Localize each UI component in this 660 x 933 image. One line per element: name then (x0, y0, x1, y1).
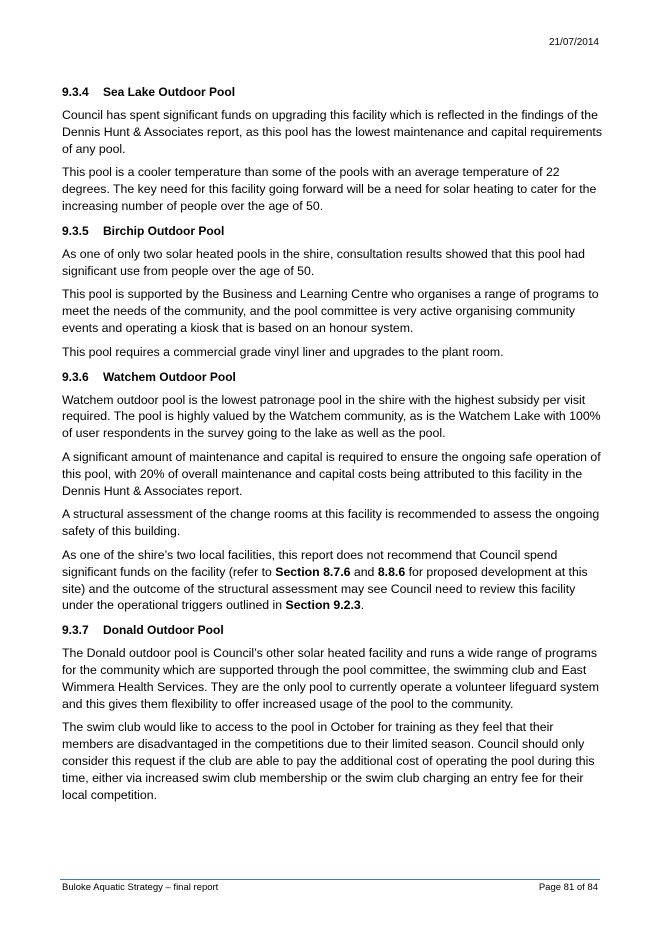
paragraph: This pool is a cooler temperature than some of the pools with an average temperature of 22 degrees. The key need for this facility going forward will be a need for solar heating to cater for the increasing number of people over the age of 50. (62, 165, 597, 213)
section-heading-9-3-6 (62, 369, 602, 385)
section-number: 9.3.6 (62, 369, 89, 384)
paragraph: As one of only two solar heated pools in the shire, consultation results showed that this pool had significant use from people over the age of 50. (62, 246, 585, 278)
document-body (62, 84, 602, 810)
paragraph: Council has spent significant funds on upgrading this facility which is reflected in the findings of the Dennis Hunt & Associates report, as this pool has the lowest maintenance and capital requirements of any pool. (62, 108, 602, 156)
paragraph (62, 547, 602, 614)
paragraph-text: . (360, 598, 365, 613)
paragraph: A significant amount of maintenance and capital is required to ensure the ongoing safe operation of this pool, with 20% of overall maintenance and capital costs being attributed to this facility in the Dennis Hunt & Associates report. (62, 449, 601, 498)
section-reference: Section 9.2.3 (285, 598, 361, 613)
paragraph: Watchem outdoor pool is the lowest patronage pool in the shire with the highest subsidy per visit required. The pool is highly valued by the Watchem community, as is the Watchem Lake with 100% of user respondents in the survey going to the lake as well as the pool. (62, 392, 601, 441)
footer-divider (60, 879, 600, 880)
section-reference: 8.8.6 (377, 564, 406, 579)
page-number: Page 81 of 84 (538, 882, 598, 893)
paragraph: The Donald outdoor pool is Council’s other solar heated facility and runs a wide range of programs for the community which are supported through the pool committee, the swimming club and East Wimmera Health Services. They are the only pool to currently operate a volunteer lifeguard system and this gives them flexibility to offer increased usage of the pool to the community. (62, 646, 599, 711)
section-title: Sea Lake Outdoor Pool (103, 85, 236, 99)
section-number: 9.3.7 (62, 623, 89, 638)
paragraph: This pool is supported by the Business and Learning Centre who organises a range of programs to meet the needs of the community, and the pool committee is very active organising community events and operating a kiosk that is based on an honour system. (62, 287, 599, 335)
section-title: Birchip Outdoor Pool (103, 223, 225, 238)
paragraph-text: for proposed development at this site) and the outcome of the structural assessment may see Council need to review this facility under the operational triggers outlined in (62, 564, 588, 613)
section-title: Donald Outdoor Pool (103, 623, 224, 638)
paragraph: A structural assessment of the change rooms at this facility is recommended to assess the ongoing safety of this building. (62, 507, 600, 539)
header-date: 21/07/2014 (548, 37, 599, 48)
section-heading-9-3-5 (62, 223, 602, 239)
section-number: 9.3.5 (62, 223, 89, 238)
section-number: 9.3.4 (62, 85, 89, 99)
section-title: Watchem Outdoor Pool (103, 369, 236, 384)
paragraph-text: and (350, 564, 378, 579)
section-reference: Section 8.7.6 (275, 564, 351, 579)
paragraph: This pool requires a commercial grade vinyl liner and upgrades to the plant room. (62, 344, 504, 359)
footer-title: Buloke Aquatic Strategy – final report (62, 882, 219, 893)
section-heading-9-3-4 (62, 84, 602, 100)
paragraph: The swim club would like to access to the pool in October for training as they feel that their members are disadvantaged in the competitions due to their limited season. Council should only consider this request if the club are able to pay the additional cost of operating the pool during this time, either via increased swim club membership or the swim club charging an entry fee for their local competition. (62, 720, 595, 802)
paragraph-text: As one of the shire’s two local facilities, this report does not recommend that Council spend significant funds on the facility (refer to (62, 547, 558, 579)
section-heading-9-3-7 (62, 622, 602, 638)
